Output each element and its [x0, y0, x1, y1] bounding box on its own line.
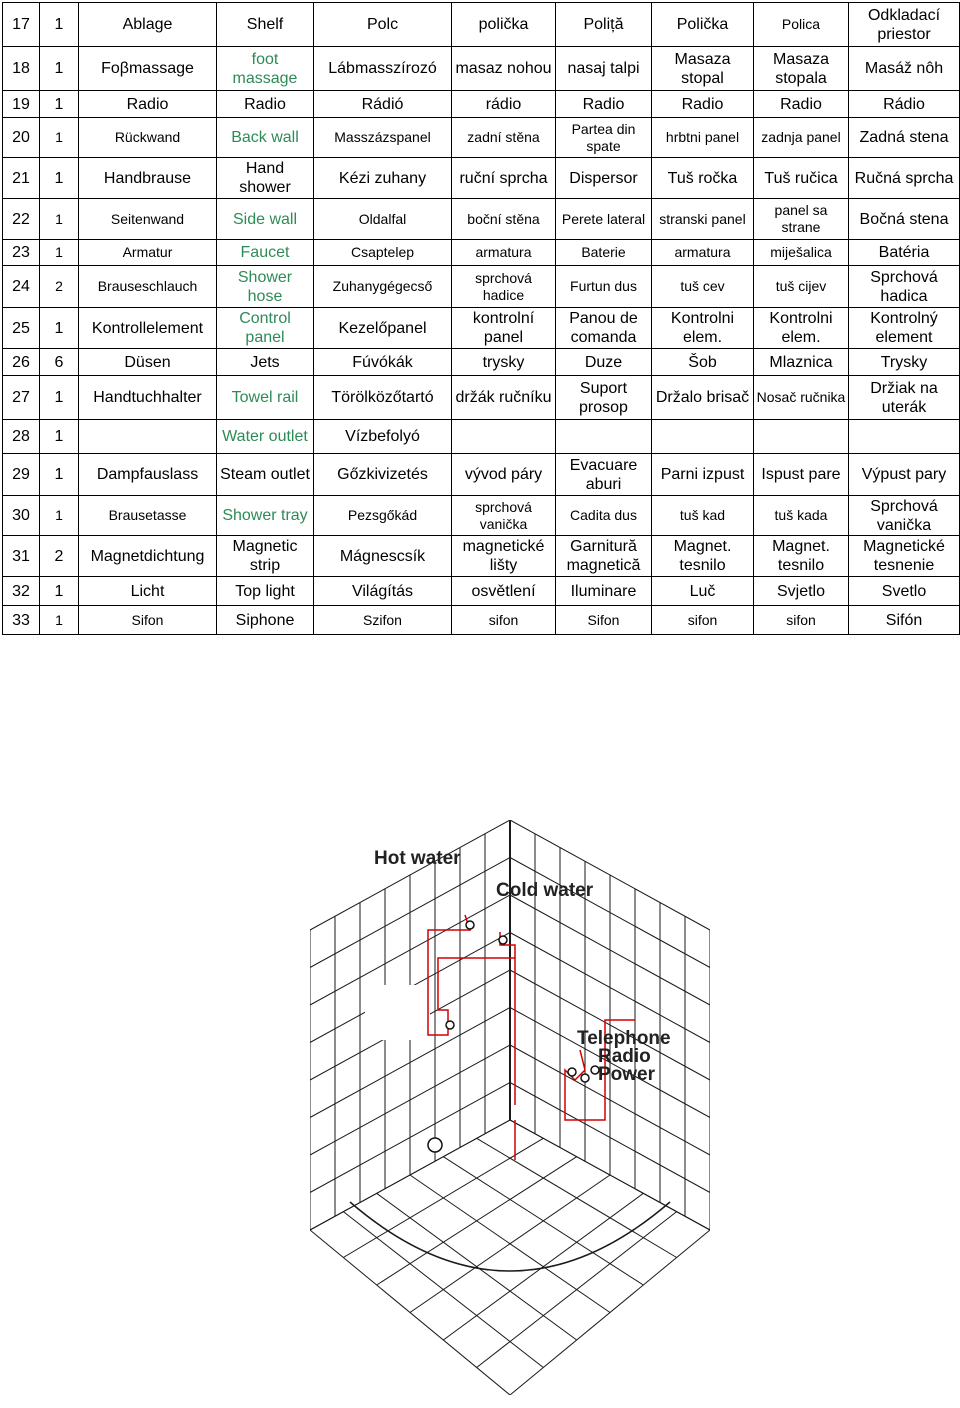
table-cell: 20	[3, 118, 40, 158]
table-cell: 1	[40, 3, 79, 47]
table-row	[3, 47, 960, 91]
table-cell: Rádio	[849, 91, 960, 118]
table-cell: magnetické lišty	[452, 536, 556, 577]
table-cell: držák ručníku	[452, 376, 556, 420]
table-cell: Mágnescsík	[314, 536, 452, 577]
table-cell: sprchová hadice	[452, 266, 556, 308]
table-cell: Magnetdichtung	[79, 536, 217, 577]
drain-icon	[428, 1138, 442, 1152]
blank-patch	[365, 985, 430, 1040]
table-cell: Water outlet	[217, 420, 314, 454]
table-cell: Magnet. tesnilo	[652, 536, 754, 577]
table-cell: Batéria	[849, 240, 960, 266]
table-cell: Gőzkivizetés	[314, 454, 452, 496]
table-cell: Pezsgőkád	[314, 496, 452, 536]
table-cell: 6	[40, 349, 79, 376]
table-cell: Luč	[652, 577, 754, 606]
table-cell: Dampfauslass	[79, 454, 217, 496]
table-cell: Radio	[754, 91, 849, 118]
table-cell: Steam outlet	[217, 454, 314, 496]
table-cell: Brausetasse	[79, 496, 217, 536]
table-cell: Világítás	[314, 577, 452, 606]
table-cell: Törölközőtartó	[314, 376, 452, 420]
table-cell: Seitenwand	[79, 199, 217, 240]
table-cell: Ablage	[79, 3, 217, 47]
table-cell: sifon	[652, 606, 754, 635]
table-cell: Tuš ročka	[652, 158, 754, 199]
table-body	[3, 3, 960, 635]
table-cell: Suport prosop	[556, 376, 652, 420]
table-cell: Handbrause	[79, 158, 217, 199]
table-row	[3, 199, 960, 240]
table-cell: 1	[40, 496, 79, 536]
table-cell: Kezelőpanel	[314, 308, 452, 349]
table-row	[3, 91, 960, 118]
table-cell: tuš kada	[754, 496, 849, 536]
table-cell: Hand shower	[217, 158, 314, 199]
table-cell: osvětlení	[452, 577, 556, 606]
table-cell: Iluminare	[556, 577, 652, 606]
table-cell: zadní stěna	[452, 118, 556, 158]
parts-translation-table	[2, 2, 960, 635]
table-cell: tuš kad	[652, 496, 754, 536]
table-cell: Polica	[754, 3, 849, 47]
table-cell: Držiak na uterák	[849, 376, 960, 420]
table-cell: Držalo brisač	[652, 376, 754, 420]
table-cell: Szifon	[314, 606, 452, 635]
table-cell: Radio	[217, 91, 314, 118]
table-cell: Ručná sprcha	[849, 158, 960, 199]
table-cell: Odkladací priestor	[849, 3, 960, 47]
table-cell: Düsen	[79, 349, 217, 376]
power-label: Power	[598, 1064, 656, 1085]
table-row	[3, 118, 960, 158]
table-cell: rádio	[452, 91, 556, 118]
tile-line	[343, 1212, 543, 1368]
table-cell: Kontrolni elem.	[652, 308, 754, 349]
table-cell: stranski panel	[652, 199, 754, 240]
table-cell: Armatur	[79, 240, 217, 266]
table-cell: Foβmassage	[79, 47, 217, 91]
table-cell: masaz nohou	[452, 47, 556, 91]
shower-tray-edge	[350, 1202, 670, 1271]
table-cell	[754, 420, 849, 454]
table-cell: Polc	[314, 3, 452, 47]
table-cell	[452, 420, 556, 454]
table-cell: Rádió	[314, 91, 452, 118]
table-row	[3, 3, 960, 47]
table-row	[3, 420, 960, 454]
table-cell: sifon	[452, 606, 556, 635]
table-cell: 26	[3, 349, 40, 376]
table-cell: Licht	[79, 577, 217, 606]
table-cell: Vízbefolyó	[314, 420, 452, 454]
table-cell: Panou de comanda	[556, 308, 652, 349]
table-cell: Rückwand	[79, 118, 217, 158]
fitting-icon	[581, 1074, 589, 1082]
table-cell: Masaza stopal	[652, 47, 754, 91]
table-cell: 19	[3, 91, 40, 118]
table-cell: Jets	[217, 349, 314, 376]
table-cell: kontrolní panel	[452, 308, 556, 349]
table-row	[3, 349, 960, 376]
table-cell: 23	[3, 240, 40, 266]
table-row	[3, 536, 960, 577]
table-cell: Csaptelep	[314, 240, 452, 266]
table-cell: Masáž nôh	[849, 47, 960, 91]
cold-water-label: Cold water	[496, 880, 594, 901]
table-cell: 27	[3, 376, 40, 420]
table-cell: Zuhanygégecső	[314, 266, 452, 308]
table-cell: Brauseschlauch	[79, 266, 217, 308]
telephone-label: Telephone	[577, 1028, 671, 1049]
table-cell: Handtuchhalter	[79, 376, 217, 420]
table-cell: Partea din spate	[556, 118, 652, 158]
table-cell: Top light	[217, 577, 314, 606]
table-cell: Trysky	[849, 349, 960, 376]
table-cell: 1	[40, 308, 79, 349]
table-cell: armatura	[652, 240, 754, 266]
table-cell: boční stěna	[452, 199, 556, 240]
table-cell: 30	[3, 496, 40, 536]
table-cell: hrbtni panel	[652, 118, 754, 158]
table-row	[3, 158, 960, 199]
table-row	[3, 376, 960, 420]
table-cell: nasaj talpi	[556, 47, 652, 91]
table-cell: miješalica	[754, 240, 849, 266]
table-cell: Ispust pare	[754, 454, 849, 496]
table-cell: 32	[3, 577, 40, 606]
table-cell: 1	[40, 91, 79, 118]
table-cell: Magnet. tesnilo	[754, 536, 849, 577]
hot-water-label: Hot water	[374, 848, 461, 869]
table-cell: 21	[3, 158, 40, 199]
table-cell: 18	[3, 47, 40, 91]
table-cell: 1	[40, 376, 79, 420]
table-cell: 1	[40, 577, 79, 606]
table-cell: Furtun dus	[556, 266, 652, 308]
table-cell	[652, 420, 754, 454]
table-cell: Perete lateral	[556, 199, 652, 240]
table-cell: sifon	[754, 606, 849, 635]
table-cell: 17	[3, 3, 40, 47]
table-cell: 33	[3, 606, 40, 635]
table-cell: Kontrolný element	[849, 308, 960, 349]
table-cell: Výpust pary	[849, 454, 960, 496]
table-cell: Lábmasszírozó	[314, 47, 452, 91]
table-cell: Oldalfal	[314, 199, 452, 240]
table-cell: Svjetlo	[754, 577, 849, 606]
table-cell: 24	[3, 266, 40, 308]
table-cell: 1	[40, 118, 79, 158]
table-cell: Tuš ručica	[754, 158, 849, 199]
floor-tile-grid	[310, 820, 710, 1395]
table-cell: Parni izpust	[652, 454, 754, 496]
fitting-icon	[499, 936, 507, 944]
table-cell: 28	[3, 420, 40, 454]
table-cell: Kézi zuhany	[314, 158, 452, 199]
table-cell: Kontrolni elem.	[754, 308, 849, 349]
tile-line	[477, 1212, 677, 1368]
table-cell: Fúvókák	[314, 349, 452, 376]
table-cell: Towel rail	[217, 376, 314, 420]
table-cell: Magnetické tesnenie	[849, 536, 960, 577]
table-cell: foot massage	[217, 47, 314, 91]
table-cell: Control panel	[217, 308, 314, 349]
fitting-icon	[466, 921, 474, 929]
table-cell: Magnetic strip	[217, 536, 314, 577]
fitting-icon	[446, 1021, 454, 1029]
table-cell: 1	[40, 199, 79, 240]
table-cell: 25	[3, 308, 40, 349]
table-cell: Mlaznica	[754, 349, 849, 376]
table-cell: Dispersor	[556, 158, 652, 199]
table-cell: 2	[40, 536, 79, 577]
table-cell: Zadná stena	[849, 118, 960, 158]
table-cell: Bočná stena	[849, 199, 960, 240]
table-row	[3, 496, 960, 536]
table-cell: Evacuare aburi	[556, 454, 652, 496]
table-cell: Svetlo	[849, 577, 960, 606]
table-cell: sprchová vanička	[452, 496, 556, 536]
table-cell: Cadita dus	[556, 496, 652, 536]
table-row	[3, 454, 960, 496]
table-cell: polička	[452, 3, 556, 47]
fitting-icon	[568, 1068, 576, 1076]
table-cell: Šob	[652, 349, 754, 376]
table-cell: trysky	[452, 349, 556, 376]
table-cell: 1	[40, 606, 79, 635]
table-row	[3, 577, 960, 606]
table-cell: Kontrollelement	[79, 308, 217, 349]
table-row	[3, 606, 960, 635]
table-cell: Sprchová vanička	[849, 496, 960, 536]
table-cell: Shower hose	[217, 266, 314, 308]
table-cell: Shelf	[217, 3, 314, 47]
table-cell: 1	[40, 454, 79, 496]
table-cell: ruční sprcha	[452, 158, 556, 199]
table-cell: vývod páry	[452, 454, 556, 496]
table-row	[3, 240, 960, 266]
table-cell: Duze	[556, 349, 652, 376]
table-cell: Sifon	[556, 606, 652, 635]
table-cell: zadnja panel	[754, 118, 849, 158]
table-cell: Nosač ručnika	[754, 376, 849, 420]
table-cell: Sprchová hadica	[849, 266, 960, 308]
table-cell	[79, 420, 217, 454]
table-cell: Radio	[79, 91, 217, 118]
table-cell: Baterie	[556, 240, 652, 266]
radio-label: Radio	[598, 1046, 651, 1067]
table-cell	[556, 420, 652, 454]
table-cell: Back wall	[217, 118, 314, 158]
table-cell: Sifón	[849, 606, 960, 635]
table-cell: 31	[3, 536, 40, 577]
table-cell: Masaza stopala	[754, 47, 849, 91]
table-row	[3, 308, 960, 349]
table-cell: 2	[40, 266, 79, 308]
table-cell: Polička	[652, 3, 754, 47]
table-cell: Side wall	[217, 199, 314, 240]
table-cell: Poliță	[556, 3, 652, 47]
table-cell: Faucet	[217, 240, 314, 266]
table-cell: 1	[40, 158, 79, 199]
table-cell: 1	[40, 240, 79, 266]
table-cell: Sifon	[79, 606, 217, 635]
table-cell: Garnitură magnetică	[556, 536, 652, 577]
table-cell: Shower tray	[217, 496, 314, 536]
table-cell	[849, 420, 960, 454]
table-cell: Radio	[556, 91, 652, 118]
table-cell: 1	[40, 420, 79, 454]
table-row	[3, 266, 960, 308]
table-cell: Radio	[652, 91, 754, 118]
table-cell: Masszázspanel	[314, 118, 452, 158]
table-cell: tuš cev	[652, 266, 754, 308]
table-cell: 29	[3, 454, 40, 496]
table-cell: Siphone	[217, 606, 314, 635]
table-cell: 22	[3, 199, 40, 240]
shower-corner-diagram	[310, 820, 710, 1395]
table-cell: panel sa strane	[754, 199, 849, 240]
table-cell: tuš cijev	[754, 266, 849, 308]
table-cell: 1	[40, 47, 79, 91]
table-cell: armatura	[452, 240, 556, 266]
